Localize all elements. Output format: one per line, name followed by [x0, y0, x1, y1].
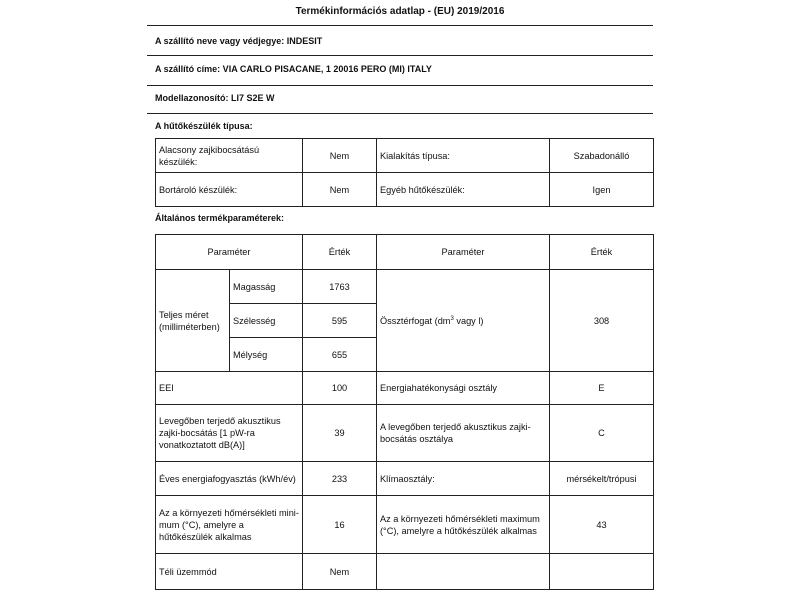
winter-mode-label: Téli üzemmód [156, 554, 303, 590]
winter-mode-value: Nem [303, 554, 377, 590]
table-row [156, 496, 654, 554]
other-appliance-label: Egyéb hűtőkészülék: [377, 173, 550, 207]
max-ambient-temp-value: 43 [550, 496, 654, 554]
climate-class-value: mérsékelt/trópusi [550, 462, 654, 496]
supplier-address: A szállító címe: VIA CARLO PISACANE, 1 20016 PERO (MI) ITALY [155, 64, 432, 74]
table-row [156, 405, 654, 462]
noise-emission-value: 39 [303, 405, 377, 462]
low-noise-value: Nem [303, 139, 377, 173]
total-volume-unit-exponent: 3 [450, 315, 454, 322]
energy-class-label: Energiahatékonysági osztály [377, 372, 550, 405]
depth-label: Mélység [230, 338, 303, 372]
total-volume-label [377, 270, 550, 372]
low-noise-label: Alacsony zajkibocsátású készülék: [156, 139, 303, 173]
design-type-value: Szabadonálló [550, 139, 654, 173]
supplier-name: A szállító neve vagy védjegye: INDESIT [155, 36, 323, 46]
divider [147, 25, 653, 26]
empty-cell [377, 554, 550, 590]
max-ambient-temp-label: Az a környezeti hőmérsékleti maximum (°C), amelyre a hűtőkészülék alkalmas [377, 496, 550, 554]
width-value: 595 [303, 304, 377, 338]
eei-value: 100 [303, 372, 377, 405]
design-type-label: Kialakítás típusa: [377, 139, 550, 173]
min-ambient-temp-label: Az a környezeti hőmérsékleti mini-mum (°C), amelyre a hűtőkészülék alkalmas [156, 496, 303, 554]
appliance-type-table [155, 138, 654, 207]
height-label: Magasság [230, 270, 303, 304]
width-label: Szélesség [230, 304, 303, 338]
table-row [156, 372, 654, 405]
divider [147, 113, 653, 114]
table-row [156, 139, 654, 173]
depth-value: 655 [303, 338, 377, 372]
appliance-type-heading: A hűtőkészülék típusa: [155, 121, 253, 131]
total-volume-label-text: Össztérfogat (dm [380, 315, 451, 326]
table-header-row [156, 235, 654, 270]
annual-energy-value: 233 [303, 462, 377, 496]
table-row [156, 462, 654, 496]
general-parameters-table [155, 234, 654, 590]
energy-class-value: E [550, 372, 654, 405]
other-appliance-value: Igen [550, 173, 654, 207]
climate-class-label: Klímaosztály: [377, 462, 550, 496]
noise-class-value: C [550, 405, 654, 462]
min-ambient-temp-value: 16 [303, 496, 377, 554]
column-header-value: Érték [303, 235, 377, 270]
column-header-parameter: Paraméter [156, 235, 303, 270]
general-parameters-heading: Általános termékparaméterek: [155, 213, 285, 223]
total-volume-label-suffix: vagy l) [453, 315, 484, 326]
page-title: Termékinformációs adatlap - (EU) 2019/2016 [295, 6, 505, 17]
column-header-parameter: Paraméter [377, 235, 550, 270]
noise-class-label: A levegőben terjedő akusztikus zajki-bocsátás osztálya [377, 405, 550, 462]
annual-energy-label: Éves energiafogyasztás (kWh/év) [156, 462, 303, 496]
product-information-sheet [147, 0, 653, 600]
total-volume-value: 308 [550, 270, 654, 372]
model-identifier: Modellazonosító: LI7 S2E W [155, 93, 275, 103]
height-value: 1763 [303, 270, 377, 304]
eei-label: EEI [156, 372, 303, 405]
table-row [156, 173, 654, 207]
wine-storage-value: Nem [303, 173, 377, 207]
table-row [156, 554, 654, 590]
column-header-value: Érték [550, 235, 654, 270]
overall-dimensions-label: Teljes méret (milliméterben) [156, 270, 230, 372]
wine-storage-label: Bortároló készülék: [156, 173, 303, 207]
divider [147, 55, 653, 56]
noise-emission-label: Levegőben terjedő akusztikus zajki-bocsátás [1 pW-ra vonatkoztatott dB(A)] [156, 405, 303, 462]
divider [147, 85, 653, 86]
empty-cell [550, 554, 654, 590]
table-row [156, 270, 654, 304]
